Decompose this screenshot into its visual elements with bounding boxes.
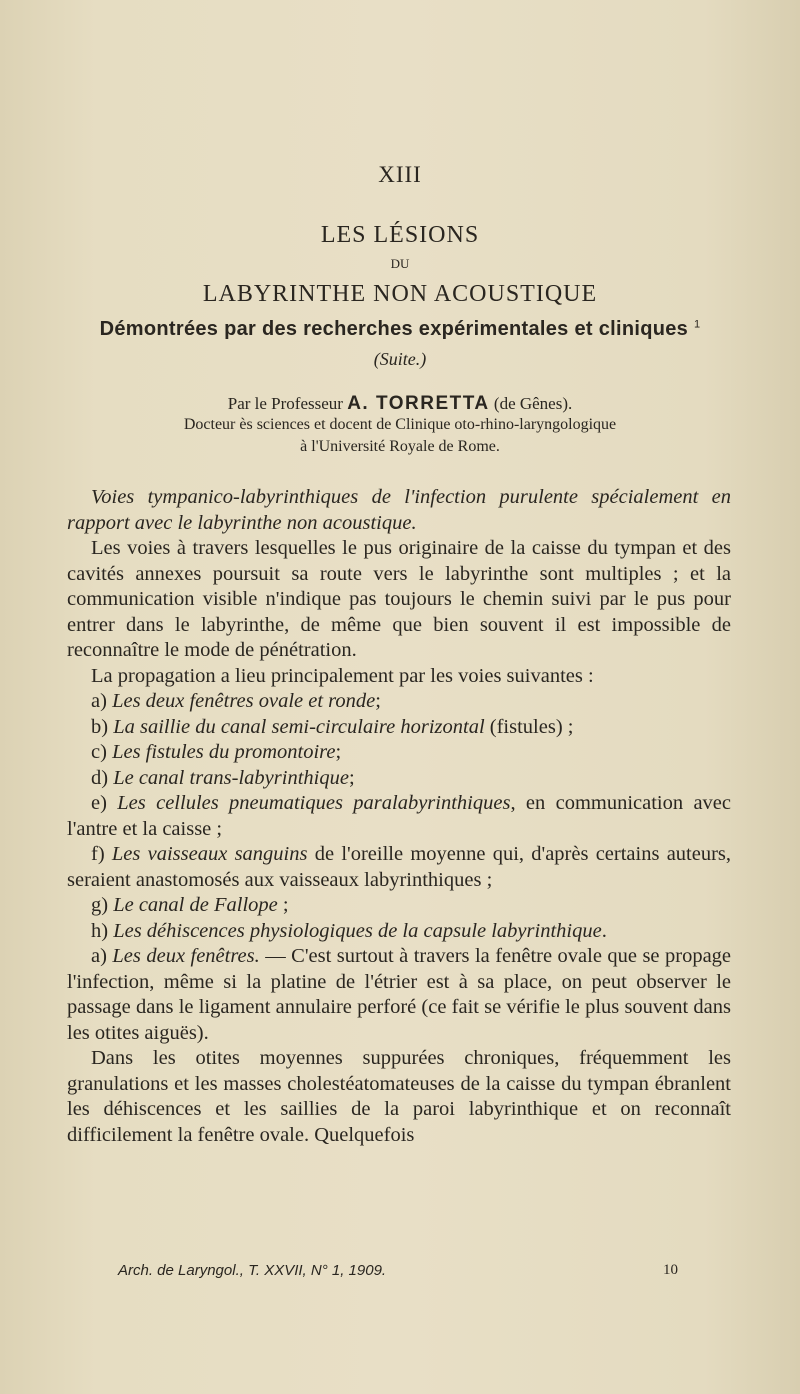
list-item xyxy=(67,893,731,919)
section-term: Les deux fenêtres. xyxy=(112,945,260,967)
page-number: 10 xyxy=(663,1262,678,1278)
byline xyxy=(0,393,800,415)
footnote-marker: 1 xyxy=(693,318,701,331)
list-term: Les déhiscences physiologiques de la capsule labyrinthique xyxy=(113,919,602,942)
journal-citation: Arch. de Laryngol., T. XXVII, N° 1, 1909. xyxy=(118,1262,387,1279)
title-line-1: LES LÉSIONS xyxy=(320,222,480,248)
list-item xyxy=(67,919,731,945)
paragraph: La propagation a lieu principalement par les voies suivantes : xyxy=(91,664,594,687)
section-key: a) xyxy=(91,945,107,967)
paragraph: Dans les otites moyennes suppurées chroniques, fréquemment les granulations et les masses cholestéatomateuses de la caisse du tympan ébranlent les déhiscences et les saillies de la paroi labyrinthique et on reconnaît difficilement la fenêtre ovale. Quelquefois xyxy=(67,1047,731,1146)
list-key: e) xyxy=(91,792,107,814)
author-credentials-1: Docteur ès sciences et docent de Clinique oto-rhino-laryngologique xyxy=(183,416,617,433)
list-item xyxy=(67,766,731,792)
list-rest: ; xyxy=(348,766,355,789)
subtitle-text: Démontrées par des recherches expérimentales et cliniques xyxy=(99,318,689,340)
list-term: Le canal de Fallope xyxy=(113,894,278,916)
paragraph: Les voies à travers lesquelles le pus originaire de la caisse du tympan et des cavités annexes poursuit sa route vers le labyrinthe sont multiples ; et la communication visible n'indique pas toujours le chemin suivi par le pus pour entrer dans le labyrinthe, de même que bien souvent il est impossible de reconnaître le mode de pénétration. xyxy=(67,537,731,661)
list-rest: de l'oreille moyenne qui, d'après certains auteurs, seraient anastomosés aux vaisseaux labyrinthiques ; xyxy=(67,843,732,891)
list-item xyxy=(67,689,731,715)
list-item xyxy=(67,715,731,741)
list-term: Les cellules pneumatiques paralabyrinthiques xyxy=(117,792,511,814)
list-rest: ; xyxy=(335,741,342,763)
section-text: — C'est surtout à travers la fenêtre ovale que se propage l'infection, même si la platine de l'étrier est à sa place, on peut observer le passage dans le ligament annulaire perforé (ce fait se vérifie le plus souvent dans les otites aiguës). xyxy=(67,945,732,1044)
list-term: La saillie du canal semi-circulaire horizontal xyxy=(113,715,485,738)
list-term: Les fistules du promontoire xyxy=(112,741,336,763)
suite-label: (Suite.) xyxy=(373,349,427,369)
list-term: Les deux fenêtres ovale et ronde xyxy=(112,690,376,712)
list-rest: , en communication avec l'antre et la caisse ; xyxy=(67,792,732,840)
list-term: Les vaisseaux sanguins xyxy=(111,843,308,865)
list-rest: ; xyxy=(277,894,289,916)
list-item xyxy=(67,842,731,893)
title-line-2: LABYRINTHE NON ACOUSTIQUE xyxy=(202,281,598,307)
list-key: b) xyxy=(91,715,109,738)
list-key: f) xyxy=(91,843,105,865)
list-key: c) xyxy=(91,741,107,763)
list-term: Le canal trans-labyrinthique xyxy=(113,766,349,789)
section-title: Voies tympanico-labyrinthiques de l'infection purulente spécialement en rapport avec le labyrinthe non acoustique. xyxy=(67,486,731,534)
byline-prefix: Par le Professeur xyxy=(227,394,343,413)
page-footer xyxy=(118,1262,678,1279)
author-name: A. TORRETTA xyxy=(347,393,490,414)
list-rest: (fistules) ; xyxy=(484,715,574,738)
list-rest: ; xyxy=(375,690,381,712)
list-item xyxy=(67,740,731,766)
chapter-number: XIII xyxy=(378,162,422,187)
paragraph xyxy=(67,944,731,1046)
list-key: a) xyxy=(91,690,107,712)
subtitle xyxy=(0,318,800,341)
list-rest: . xyxy=(601,919,607,942)
title-connector: DU xyxy=(390,256,410,271)
list-key: h) xyxy=(91,919,109,942)
list-key: g) xyxy=(91,894,109,916)
list-key: d) xyxy=(91,766,109,789)
article-body xyxy=(67,485,731,1148)
list-item xyxy=(67,791,731,842)
author-credentials-2: à l'Université Royale de Rome. xyxy=(300,438,500,455)
byline-suffix: (de Gênes). xyxy=(493,394,573,413)
